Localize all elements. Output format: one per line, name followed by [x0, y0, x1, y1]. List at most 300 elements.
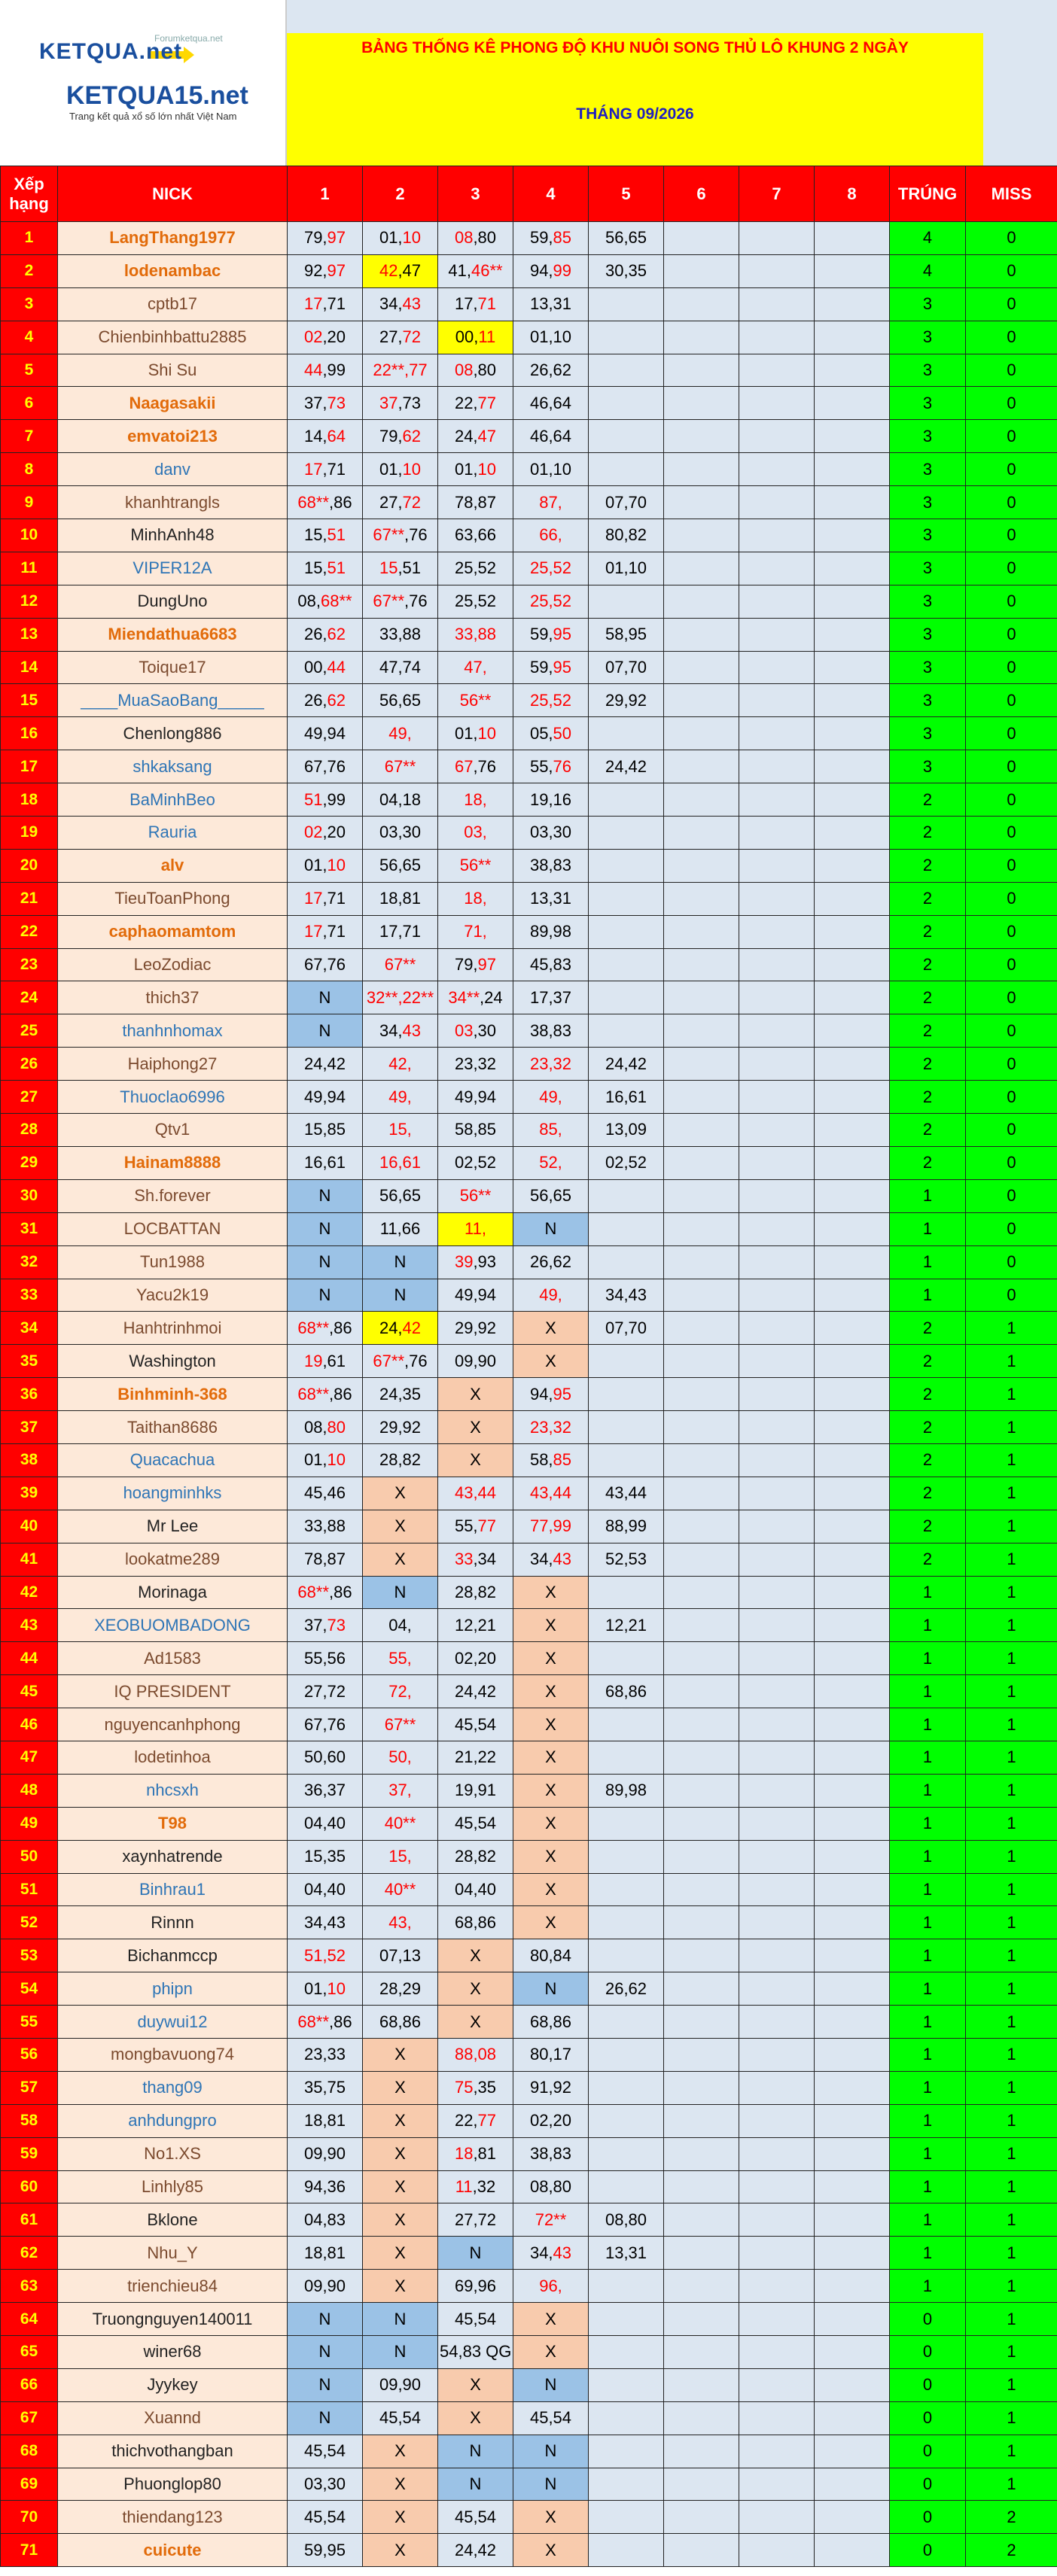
- cell-value: 34,43: [303, 1912, 346, 1932]
- day-cell: [664, 1279, 739, 1312]
- day-cell: [815, 2203, 890, 2237]
- nick-cell[interactable]: Nhu_Y: [58, 2237, 288, 2270]
- nick-cell[interactable]: shkaksang: [58, 750, 288, 783]
- nick-cell[interactable]: Binhminh-368: [58, 1378, 288, 1411]
- nick-cell[interactable]: VIPER12A: [58, 552, 288, 585]
- nick-cell[interactable]: Binhrau1: [58, 1873, 288, 1906]
- cell-value: 68**: [297, 2012, 329, 2031]
- day-cell: [815, 254, 890, 287]
- cell-value: 62: [327, 690, 346, 710]
- nick-cell[interactable]: Quacachua: [58, 1443, 288, 1477]
- day-cell: [363, 2336, 438, 2369]
- cell-value: 24,42: [303, 1054, 346, 1073]
- nick-cell[interactable]: danv: [58, 453, 288, 486]
- day-cell: [815, 2303, 890, 2336]
- day-cell: [815, 1543, 890, 1576]
- nick-cell[interactable]: Toique17: [58, 651, 288, 684]
- nick-cell[interactable]: Rauria: [58, 817, 288, 850]
- day-cell: [363, 2170, 438, 2203]
- cell-value: 47,: [464, 658, 487, 677]
- miss-count: 1: [966, 1840, 1057, 1873]
- day-cell: [438, 1378, 513, 1411]
- day-cell: [664, 1840, 739, 1873]
- day-cell: [664, 1212, 739, 1245]
- day-cell: [438, 1245, 513, 1279]
- cell-value: 72: [402, 492, 422, 512]
- miss-count: 1: [966, 2071, 1057, 2104]
- nick-cell[interactable]: thang09: [58, 2071, 288, 2104]
- table-row: [1, 1642, 1057, 1675]
- cell-value: 43,44: [605, 1483, 647, 1503]
- day-cell: [513, 849, 589, 882]
- nick-cell[interactable]: Sh.forever: [58, 1179, 288, 1212]
- day-cell: [664, 2270, 739, 2303]
- cell-value: 10: [327, 1450, 346, 1470]
- nick-cell[interactable]: caphaomamtom: [58, 915, 288, 948]
- rank-cell: 35: [1, 1345, 58, 1378]
- cell-value: ,93: [473, 1252, 497, 1272]
- nick-cell[interactable]: Qtv1: [58, 1114, 288, 1147]
- cell-value: 42,: [388, 1054, 412, 1073]
- nick-cell[interactable]: Taithan8686: [58, 1411, 288, 1444]
- nick-cell[interactable]: Washington: [58, 1345, 288, 1378]
- day-cell: [288, 1477, 363, 1510]
- cell-value: 11: [455, 2176, 473, 2196]
- nick-cell[interactable]: LangThang1977: [58, 222, 288, 255]
- nick-cell[interactable]: Mr Lee: [58, 1510, 288, 1543]
- day-cell: [288, 1014, 363, 1048]
- nick-cell[interactable]: Rinnn: [58, 1906, 288, 1939]
- day-cell: [363, 287, 438, 321]
- day-cell: [664, 1146, 739, 1179]
- cell-value: 39: [454, 1252, 474, 1272]
- day-cell: [363, 1312, 438, 1345]
- nick-cell[interactable]: LOCBATTAN: [58, 1212, 288, 1245]
- nick-cell[interactable]: cptb17: [58, 287, 288, 321]
- day-cell: [815, 2170, 890, 2203]
- day-cell: [739, 1212, 815, 1245]
- cell-value: 02,52: [454, 1153, 497, 1172]
- nick-cell[interactable]: Yacu2k19: [58, 1279, 288, 1312]
- day-cell: [815, 2435, 890, 2468]
- day-cell: [438, 1675, 513, 1708]
- nick-cell[interactable]: Tun1988: [58, 1245, 288, 1279]
- cell-value: 89,98: [529, 922, 572, 941]
- day-cell: [739, 321, 815, 354]
- table-row: [1, 1179, 1057, 1212]
- day-cell: [815, 1179, 890, 1212]
- day-cell: [589, 2104, 664, 2137]
- day-cell: [363, 2006, 438, 2039]
- day-cell: [815, 1279, 890, 1312]
- day-cell: [363, 817, 438, 850]
- nick-cell[interactable]: TieuToanPhong: [58, 882, 288, 915]
- day-cell: [288, 1873, 363, 1906]
- day-cell: [589, 2237, 664, 2270]
- cell-value: 16,61: [379, 1153, 422, 1172]
- table-row: [1, 2435, 1057, 2468]
- day-cell: [513, 2137, 589, 2170]
- cell-value: X: [470, 1450, 481, 1470]
- nick-cell[interactable]: IQ PRESIDENT: [58, 1675, 288, 1708]
- cell-value: 36,37: [303, 1781, 346, 1800]
- cell-value: 46**: [471, 261, 503, 281]
- cell-value: 38,83: [529, 1020, 572, 1040]
- nick-cell[interactable]: khanhtrangls: [58, 486, 288, 519]
- nick-cell[interactable]: emvatoi213: [58, 420, 288, 453]
- day-cell: [513, 1477, 589, 1510]
- day-cell: [739, 717, 815, 750]
- nick-cell[interactable]: Thuoclao6996: [58, 1081, 288, 1114]
- cell-value: 29,92: [605, 690, 647, 710]
- day-cell: [513, 1609, 589, 1642]
- cell-value: 24,42: [605, 756, 647, 776]
- day-cell: [438, 1939, 513, 1972]
- win-count: 2: [890, 817, 966, 850]
- miss-count: 1: [966, 1972, 1057, 2006]
- table-row: [1, 849, 1057, 882]
- cell-value: 26,: [303, 690, 327, 710]
- day-cell: [589, 750, 664, 783]
- cell-value: X: [470, 2375, 481, 2395]
- day-cell: [438, 453, 513, 486]
- nick-cell[interactable]: Bichanmccp: [58, 1939, 288, 1972]
- rank-cell: 60: [1, 2170, 58, 2203]
- day-cell: [513, 1014, 589, 1048]
- nick-cell[interactable]: xaynhatrende: [58, 1840, 288, 1873]
- cell-value: 27,: [379, 327, 403, 347]
- day-cell: [363, 2534, 438, 2567]
- nick-cell[interactable]: phipn: [58, 1972, 288, 2006]
- cell-value: 28,82: [379, 1450, 422, 1470]
- day-cell: [513, 948, 589, 981]
- rank-cell: 23: [1, 948, 58, 981]
- table-header-row: [1, 166, 1057, 222]
- cell-value: N: [469, 2243, 482, 2262]
- table-row: [1, 1609, 1057, 1642]
- day-cell: [363, 2038, 438, 2071]
- cell-value: 59,: [529, 625, 553, 644]
- cell-value: 55,56: [303, 1648, 346, 1668]
- nick-cell[interactable]: Bklone: [58, 2203, 288, 2237]
- day-cell: [664, 2104, 739, 2137]
- nick-cell[interactable]: Linhly85: [58, 2170, 288, 2203]
- nick-cell[interactable]: Phuonglop80: [58, 2468, 288, 2501]
- cell-value: X: [394, 2474, 406, 2493]
- day-cell: [513, 2038, 589, 2071]
- nick-cell[interactable]: DungUno: [58, 585, 288, 618]
- day-cell: [739, 2203, 815, 2237]
- miss-count: 0: [966, 1048, 1057, 1081]
- nick-cell[interactable]: thiendang123: [58, 2501, 288, 2534]
- day-cell: [664, 585, 739, 618]
- win-count: 4: [890, 254, 966, 287]
- cell-value: 79,: [303, 228, 327, 248]
- cell-value: 37: [379, 393, 398, 412]
- day-cell: [288, 1774, 363, 1807]
- day-cell: [513, 222, 589, 255]
- day-cell: [739, 2038, 815, 2071]
- nick-cell[interactable]: nhcsxh: [58, 1774, 288, 1807]
- day-cell: [664, 684, 739, 717]
- cell-value: 45,54: [379, 2408, 422, 2428]
- cell-value: 10: [327, 1978, 346, 1998]
- day-cell: [739, 1443, 815, 1477]
- table-row: [1, 2468, 1057, 2501]
- miss-count: 0: [966, 618, 1057, 651]
- table-row: [1, 1114, 1057, 1147]
- day-cell: [739, 2368, 815, 2401]
- cell-value: 01,: [303, 856, 327, 875]
- day-cell: [815, 750, 890, 783]
- nick-cell[interactable]: hoangminhks: [58, 1477, 288, 1510]
- day-cell: [664, 1081, 739, 1114]
- day-cell: [288, 1741, 363, 1774]
- day-cell: [513, 1081, 589, 1114]
- nick-cell[interactable]: Jyykey: [58, 2368, 288, 2401]
- miss-count: 1: [966, 1477, 1057, 1510]
- miss-count: 0: [966, 651, 1057, 684]
- day-cell: [815, 552, 890, 585]
- win-count: 1: [890, 2104, 966, 2137]
- nick-cell[interactable]: Chienbinhbattu2885: [58, 321, 288, 354]
- day-cell: [288, 453, 363, 486]
- day-cell: [815, 882, 890, 915]
- day-cell: [363, 618, 438, 651]
- day-cell: [664, 2006, 739, 2039]
- rank-cell: 64: [1, 2303, 58, 2336]
- cell-value: 12,21: [605, 1615, 647, 1635]
- win-count: 1: [890, 1576, 966, 1609]
- day-cell: [815, 287, 890, 321]
- nick-cell[interactable]: thichvothangban: [58, 2435, 288, 2468]
- miss-count: 1: [966, 2104, 1057, 2137]
- day-cell: [589, 486, 664, 519]
- day-cell: [664, 1774, 739, 1807]
- nick-cell[interactable]: Haiphong27: [58, 1048, 288, 1081]
- day-cell: [513, 321, 589, 354]
- nick-cell[interactable]: winer68: [58, 2336, 288, 2369]
- win-count: 2: [890, 1378, 966, 1411]
- day-cell: [589, 1179, 664, 1212]
- cell-value: 51: [327, 558, 346, 578]
- day-cell: [589, 1543, 664, 1576]
- day-cell: [739, 1609, 815, 1642]
- day-cell: [363, 2071, 438, 2104]
- day-cell: [513, 2435, 589, 2468]
- header-right-strip: [983, 0, 1057, 166]
- day-cell: [589, 2170, 664, 2203]
- day-cell: [288, 948, 363, 981]
- table-row: [1, 1212, 1057, 1245]
- nick-cell[interactable]: lodenambac: [58, 254, 288, 287]
- nick-cell[interactable]: Xuannd: [58, 2401, 288, 2435]
- nick-cell[interactable]: BaMinhBeo: [58, 783, 288, 817]
- day-cell: [438, 651, 513, 684]
- cell-value: 40**: [384, 1814, 416, 1833]
- miss-count: 1: [966, 1411, 1057, 1444]
- cell-value: 42: [379, 261, 398, 281]
- win-count: 3: [890, 387, 966, 420]
- day-cell: [288, 2203, 363, 2237]
- day-cell: [513, 2501, 589, 2534]
- nick-cell[interactable]: Naagasakii: [58, 387, 288, 420]
- cell-value: 16,61: [605, 1087, 647, 1106]
- day-cell: [815, 2401, 890, 2435]
- nick-cell[interactable]: anhdungpro: [58, 2104, 288, 2137]
- cell-value: 52,53: [605, 1550, 647, 1569]
- day-cell: [815, 1378, 890, 1411]
- day-cell: [589, 1873, 664, 1906]
- day-cell: [815, 849, 890, 882]
- table-row: [1, 2203, 1057, 2237]
- miss-count: 1: [966, 1774, 1057, 1807]
- win-count: 2: [890, 1543, 966, 1576]
- day-cell: [363, 1477, 438, 1510]
- nick-cell[interactable]: LeoZodiac: [58, 948, 288, 981]
- day-cell: [513, 981, 589, 1014]
- day-cell: [363, 486, 438, 519]
- day-cell: [363, 222, 438, 255]
- day-cell: [438, 585, 513, 618]
- miss-count: 1: [966, 1609, 1057, 1642]
- day-cell: [363, 321, 438, 354]
- miss-count: 0: [966, 1279, 1057, 1312]
- rank-cell: 44: [1, 1642, 58, 1675]
- day-cell: [438, 254, 513, 287]
- table-row: [1, 1477, 1057, 1510]
- cell-value: ,71: [322, 294, 346, 314]
- day-cell: [589, 453, 664, 486]
- cell-value: 66,: [539, 525, 562, 545]
- cell-value: 03,30: [303, 2474, 346, 2493]
- cell-value: 68**: [297, 1384, 329, 1404]
- day-cell: [513, 1179, 589, 1212]
- cell-value: 56**: [459, 856, 492, 875]
- day-cell: [815, 2368, 890, 2401]
- nick-cell[interactable]: duywui12: [58, 2006, 288, 2039]
- day-cell: [589, 552, 664, 585]
- day-cell: [513, 717, 589, 750]
- day-cell: [513, 254, 589, 287]
- win-count: 0: [890, 2336, 966, 2369]
- nick-cell[interactable]: Miendathua6683: [58, 618, 288, 651]
- cell-value: 25,52: [454, 592, 497, 611]
- cell-value: 68,86: [605, 1681, 647, 1701]
- day-cell: [589, 1048, 664, 1081]
- win-count: 1: [890, 1279, 966, 1312]
- day-cell: [589, 2534, 664, 2567]
- win-count: 1: [890, 1179, 966, 1212]
- win-count: 1: [890, 1972, 966, 2006]
- nick-cell[interactable]: cuicute: [58, 2534, 288, 2567]
- day-cell: [589, 2006, 664, 2039]
- win-count: 2: [890, 1477, 966, 1510]
- cell-value: 08,80: [605, 2210, 647, 2229]
- day-cell: [739, 1543, 815, 1576]
- day-cell: [288, 2137, 363, 2170]
- day-cell: [438, 519, 513, 552]
- rank-cell: 51: [1, 1873, 58, 1906]
- cell-value: 51,52: [303, 1945, 346, 1965]
- nick-cell[interactable]: Truongnguyen140011: [58, 2303, 288, 2336]
- nick-cell[interactable]: nguyencanhphong: [58, 1708, 288, 1741]
- day-cell: [438, 2071, 513, 2104]
- miss-count: 0: [966, 717, 1057, 750]
- nick-cell[interactable]: lodetinhoa: [58, 1741, 288, 1774]
- nick-cell[interactable]: Shi Su: [58, 354, 288, 387]
- nick-cell[interactable]: XEOBUOMBADONG: [58, 1609, 288, 1642]
- nick-cell[interactable]: mongbavuong74: [58, 2038, 288, 2071]
- cell-value: X: [394, 2507, 406, 2526]
- win-count: 2: [890, 1014, 966, 1048]
- logo[interactable]: [0, 0, 287, 166]
- cell-value: 24,42: [454, 2540, 497, 2559]
- nick-cell[interactable]: thanhnhomax: [58, 1014, 288, 1048]
- cell-value: 68**: [321, 592, 352, 611]
- rank-cell: 22: [1, 915, 58, 948]
- nick-cell[interactable]: T98: [58, 1807, 288, 1840]
- cell-value: 51: [303, 789, 323, 809]
- miss-count: 0: [966, 915, 1057, 948]
- day-cell: [363, 1081, 438, 1114]
- day-cell: [513, 651, 589, 684]
- cell-value: X: [545, 1648, 556, 1668]
- cell-value: 67**: [373, 1351, 404, 1370]
- rank-cell: 18: [1, 783, 58, 817]
- cell-value: 10: [402, 459, 422, 479]
- rank-cell: 38: [1, 1443, 58, 1477]
- day-cell: [739, 849, 815, 882]
- nick-cell[interactable]: Hanhtrinhmoi: [58, 1312, 288, 1345]
- nick-cell[interactable]: MinhAnh48: [58, 519, 288, 552]
- nick-cell[interactable]: thich37: [58, 981, 288, 1014]
- day-cell: [664, 2137, 739, 2170]
- nick-cell[interactable]: Ad1583: [58, 1642, 288, 1675]
- day-cell: [664, 1510, 739, 1543]
- table-row: [1, 2534, 1057, 2567]
- nick-cell[interactable]: No1.XS: [58, 2137, 288, 2170]
- win-count: 1: [890, 2203, 966, 2237]
- cell-value: 71: [477, 294, 497, 314]
- day-cell: [739, 2501, 815, 2534]
- day-cell: [288, 519, 363, 552]
- cell-value: 44: [553, 1483, 572, 1503]
- cell-value: N: [544, 1978, 557, 1998]
- miss-count: 1: [966, 2270, 1057, 2303]
- win-count: 0: [890, 2501, 966, 2534]
- day-cell: [664, 2401, 739, 2435]
- nick-cell[interactable]: trienchieu84: [58, 2270, 288, 2303]
- cell-value: 22,: [454, 2111, 478, 2130]
- miss-count: 1: [966, 2038, 1057, 2071]
- day-cell: [438, 948, 513, 981]
- nick-cell[interactable]: ____MuaSaoBang_____: [58, 684, 288, 717]
- nick-cell[interactable]: Chenlong886: [58, 717, 288, 750]
- cell-value: N: [318, 1252, 331, 1272]
- nick-cell[interactable]: alv: [58, 849, 288, 882]
- miss-count: 1: [966, 2435, 1057, 2468]
- day-cell: [288, 1081, 363, 1114]
- nick-cell[interactable]: lookatme289: [58, 1543, 288, 1576]
- day-cell: [513, 519, 589, 552]
- day-cell: [739, 1675, 815, 1708]
- cell-value: 01,: [454, 723, 478, 743]
- day-cell: [589, 783, 664, 817]
- nick-cell[interactable]: Morinaga: [58, 1576, 288, 1609]
- nick-cell[interactable]: Hainam8888: [58, 1146, 288, 1179]
- day-cell: [363, 1212, 438, 1245]
